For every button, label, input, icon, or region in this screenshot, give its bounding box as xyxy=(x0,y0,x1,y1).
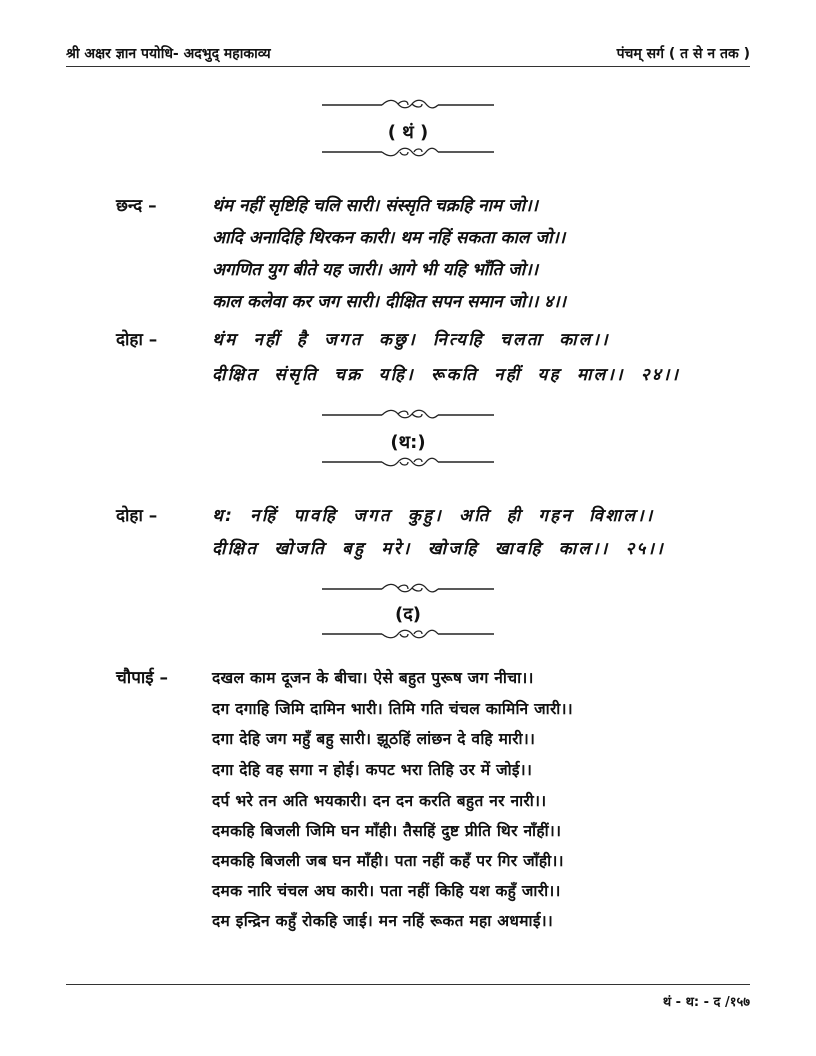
section-title: ( थं ) xyxy=(387,122,429,143)
verse-line: काल कलेवा कर जग सारी। दीक्षित सपन समान जो।। ४।। xyxy=(212,292,566,312)
verse-line: दगा देहि वह सगा न होई। कपट भरा तिहि उर में जोई।। xyxy=(212,761,533,779)
verse-line: दम इन्द्रिन कहुँ रोकहि जाई। मन नहिं रूकत महा अधमाई।। xyxy=(212,912,554,930)
verse-label: दोहा – xyxy=(116,330,158,350)
page-header xyxy=(66,40,750,67)
verse-line: थंम नहीं है जगत कछु। नित्यहि चलता काल।। xyxy=(212,330,610,350)
ornament-top-divider xyxy=(322,582,494,596)
verse-line: दीक्षित खोजति बहु मरे। खोजहि खावहि काल।। २५।। xyxy=(212,539,665,559)
verse-line: अगणित युग बीते यह जारी। आगे भी यहि भाँति जो।। xyxy=(212,260,539,280)
ornament-bottom-divider xyxy=(322,455,494,469)
ornament-bottom-divider xyxy=(322,627,494,641)
page-number: थं - थ: - द /१५७ xyxy=(662,995,750,1010)
verse-line: थ: नहिं पावहि जगत कुहु। अति ही गहन विशाल।। xyxy=(212,506,655,526)
verse-line: दमकहि बिजली जब घन माँही। पता नहीं कहँ पर गिर जाँही।। xyxy=(212,852,564,870)
book-title: श्री अक्षर ज्ञान पयोधि- अदभुद् महाकाव्य xyxy=(66,46,271,62)
verse-line: दगा देहि जग महुँ बहु सारी। झूठहिं लांछन दे वहि मारी।। xyxy=(212,730,536,748)
chapter-title: पंचम् सर्ग ( त से न तक ) xyxy=(616,46,750,62)
verse-line: दग दगाहि जिमि दामिन भारी। तिमि गति चंचल कामिनि जारी।। xyxy=(212,700,573,718)
verse-label: दोहा – xyxy=(116,506,158,526)
verse-line: दमकहि बिजली जिमि घन माँही। तैसहिं दुष्ट प्रीति थिर नाँहीं।। xyxy=(212,822,562,840)
section-title: (द) xyxy=(394,604,421,625)
verse-line: दमक नारि चंचल अघ कारी। पता नहीं किहि यश कहुँ जारी।। xyxy=(212,882,561,900)
verse-line: दखल काम दूजन के बीचा। ऐसे बहुत पुरूष जग नीचा।। xyxy=(212,669,534,687)
verse-line: थंम नहीं सृष्टिहि चलि सारी। संस्सृति चक्रहि नाम जो।। xyxy=(212,196,538,216)
footer-rule xyxy=(66,984,750,985)
verse-label: छन्द – xyxy=(116,196,157,216)
section-title: (थ:) xyxy=(390,432,426,453)
verse-line: दीक्षित संसृति चक्र यहि। रूकति नहीं यह माल।। २४।। xyxy=(212,365,681,385)
verse-line: आदि अनादिहि थिरकन कारी। थम नहिं सकता काल जो।। xyxy=(212,228,566,248)
verse-label: चौपाई – xyxy=(116,668,169,688)
ornament-top-divider xyxy=(322,98,494,112)
ornament-top-divider xyxy=(322,408,494,422)
ornament-bottom-divider xyxy=(322,145,494,159)
verse-line: दर्प भरे तन अति भयकारी। दन दन करति बहुत नर नारी।। xyxy=(212,792,547,810)
